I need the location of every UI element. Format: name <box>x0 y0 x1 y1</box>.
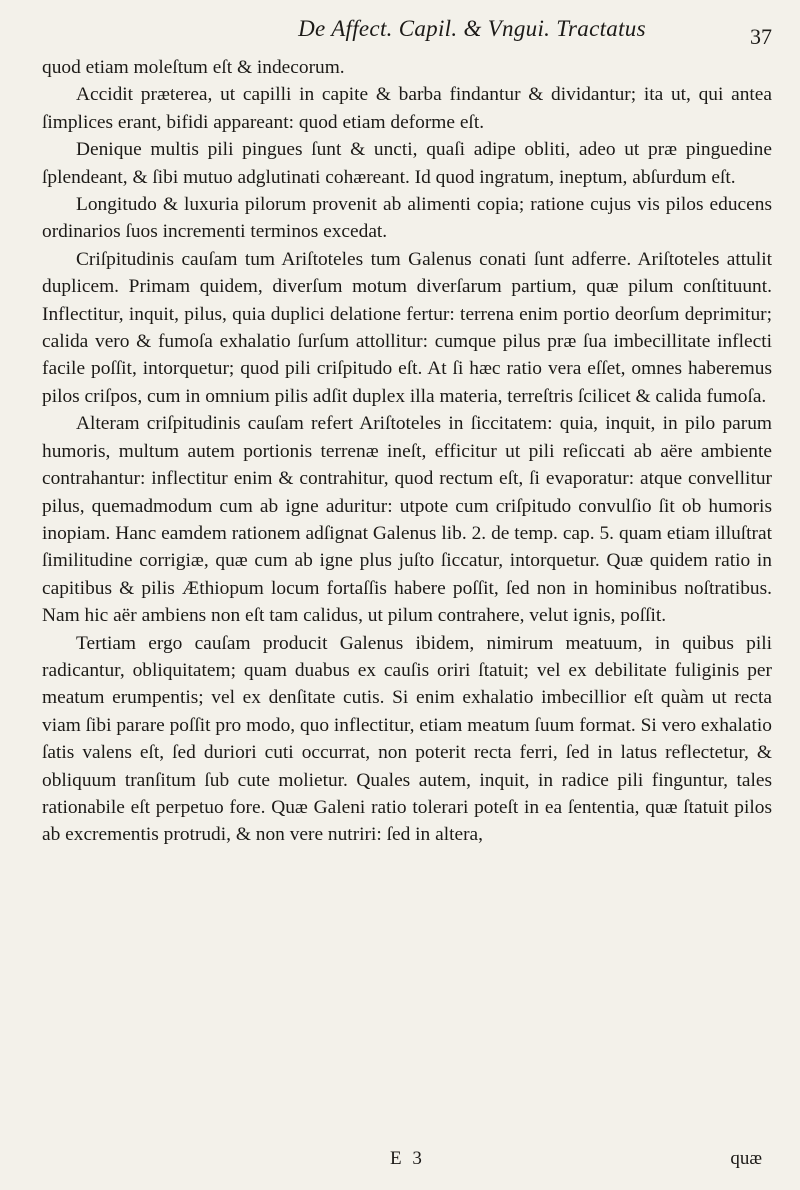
page-footer <box>42 1148 772 1178</box>
page-header <box>42 10 772 50</box>
signature-mark: E 3 <box>390 1148 425 1169</box>
body-text <box>42 54 772 849</box>
catchword: quæ <box>730 1148 762 1169</box>
paragraph-1: quod etiam moleſtum eſt & indecorum. <box>42 57 345 78</box>
paragraph-6: Alteram criſpitudinis cauſam refert Ariſtoteles in ſiccitatem: quia, inquit, in pilo parum humoris, multum autem portionis terrenæ ineſt, efficitur ut pili reſiccati ab aëre ambiente contrahantur: inflectitur enim & contrahitur, quod rectum eſt, ſi evaporatur: atque convellitur pilus, quemadmodum cum ab igne aduritur: utpote cum criſpitudo convulſio ſit ob humoris inopiam. Hanc eamdem rationem adſignat Galenus lib. 2. de temp. cap. 5. quam etiam illuſtrat ſimilitudine corrigiæ, quæ cum ab igne plus juſto ſiccatur, intorquetur. Quæ quidem ratio in capitibus & pilis Æthiopum locum fortaſſis habere poſſit, ſed non in hominibus noſtratibus. Nam hic aër ambiens non eſt tam calidus, ut pilum contrahere, velut ignis, poſſit. <box>42 413 772 627</box>
paragraph-4: Longitudo & luxuria pilorum provenit ab alimenti copia; ratione cujus vis pilos educens ordinarios ſuos incrementi terminos excedat. <box>42 194 772 243</box>
page-number: 37 <box>750 24 772 49</box>
running-head: De Affect. Capil. & Vngui. Tractatus <box>298 16 646 41</box>
paragraph-3: Denique multis pili pingues ſunt & uncti, quaſi adipe obliti, adeo ut præ pinguedine ſplendeant, & ſibi mutuo adglutinati cohæreant. Id quod ingratum, ineptum, abſurdum eſt. <box>42 139 772 188</box>
paragraph-5: Criſpitudinis cauſam tum Ariſtoteles tum Galenus conati ſunt adferre. Ariſtoteles attulit duplicem. Primam quidem, diverſum motum diverſarum partium, quæ pilum conſtituunt. Inflectitur, inquit, pilus, quia duplici delatione fertur: terrena enim portio deorſum deprimitur; calida vero & fumoſa exhalatio ſurſum attollitur: cumque pilus præ ſua imbecillitate inflecti facile poſſit, intorquetur; quod pili criſpitudo eſt. At ſi hæc ratio vera eſſet, omnes haberemus pilos criſpos, cum in omnium pilis adſit duplex illa materia, terreſtris ſcilicet & calida fumoſa. <box>42 248 772 407</box>
paragraph-2: Accidit præterea, ut capilli in capite & barba findantur & dividantur; ita ut, qui antea ſimplices erant, bifidi appareant: quod etiam deforme eſt. <box>42 84 772 133</box>
paragraph-7: Tertiam ergo cauſam producit Galenus ibidem, nimirum meatuum, in quibus pili radicantur, obliquitatem; quam duabus ex cauſis oriri ſtatuit; vel ex debilitate fuliginis per meatum erumpentis; vel ex denſitate cutis. Si enim exhalatio imbecillior eſt quàm ut recta viam ſibi parare poſſit pro modo, quo inflectitur, etiam meatum ſuum format. Si vero exhalatio ſatis valens eſt, ſed duriori cuti occurrat, non poterit recta ferri, ſed in latus reflectetur, & obliquum tranſitum ſub cute molietur. Quales autem, inquit, in radice pili finguntur, tales rationabile eſt perpetuo fore. Quæ Galeni ratio tolerari poteſt in ea ſententia, quæ ſtatuit pilos ab excrementis protrudi, & non vere nutriri: ſed in altera, <box>42 632 772 846</box>
